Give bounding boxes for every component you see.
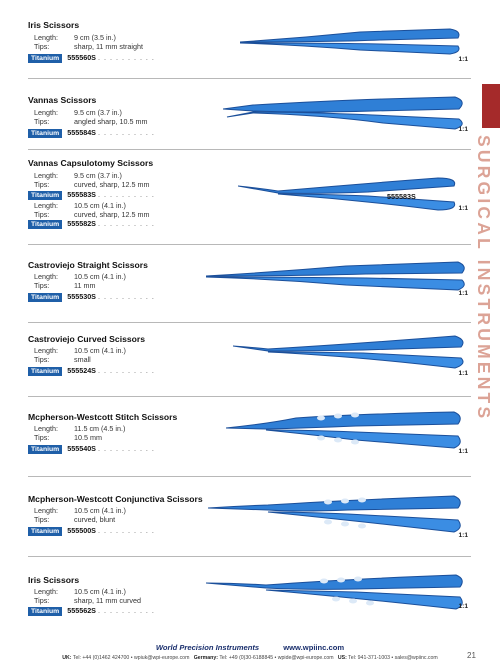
scale-label: 1:1 (458, 56, 468, 63)
spec-tips: Tips: 10.5 mm (34, 433, 102, 442)
section-divider (28, 78, 471, 79)
catalog-number: 555530S (67, 292, 96, 301)
catalog-number: 555583S (67, 190, 96, 199)
spec-tips: Tips: curved, sharp, 12.5 mm (34, 180, 150, 189)
spec-length: Length: 9.5 cm (3.7 in.) (34, 108, 122, 117)
product-vannas-capsulotomy-scissors (28, 158, 468, 240)
material-badge: Titanium (28, 129, 62, 138)
section-divider (28, 396, 471, 397)
material-badge: Titanium (28, 220, 62, 229)
scissors-image (208, 490, 466, 542)
spec-length: Length: 10.5 cm (4.1 in.) (34, 272, 126, 281)
catalog-line: Titanium 555500S . . . . . . . . . . (28, 526, 155, 536)
contact-uk: Tel: +44 (0)1462 424700 • wpiuk@wpi-europe.com (72, 655, 190, 661)
spec-length: Length: 11.5 cm (4.5 in.) (34, 424, 126, 433)
material-badge: Titanium (28, 367, 62, 376)
spec-length: Length: 10.5 cm (4.1 in.) (34, 346, 126, 355)
catalog-number: 555540S (67, 444, 96, 453)
product-title: Mcpherson-Westcott Stitch Scissors (28, 412, 178, 422)
product-title: Castroviejo Curved Scissors (28, 334, 146, 344)
catalog-number: 555560S (67, 53, 96, 62)
spec-length: Length: 10.5 cm (4.1 in.) (34, 201, 126, 210)
material-badge: Titanium (28, 54, 62, 63)
product-title: Iris Scissors (28, 20, 80, 30)
footer-brand-line (0, 643, 500, 652)
scissors-image (240, 22, 465, 62)
contact-germany: Tel: +49 (0)30-6188845 • wpide@wpi-europe.com (219, 655, 334, 661)
catalog-number: 555562S (67, 606, 96, 615)
spec-tips: Tips: angled sharp, 10.5 mm (34, 117, 148, 126)
section-divider (28, 476, 471, 477)
scissors-image (226, 404, 466, 456)
material-badge: Titanium (28, 445, 62, 454)
product-iris-scissors-straight (28, 20, 468, 70)
catalog-number: 555524S (67, 366, 96, 375)
scale-label: 1:1 (458, 370, 468, 377)
scale-label: 1:1 (458, 290, 468, 297)
section-divider (28, 556, 471, 557)
product-title: Vannas Capsulotomy Scissors (28, 158, 154, 168)
product-title: Vannas Scissors (28, 95, 97, 105)
catalog-number: 555584S (67, 128, 96, 137)
material-badge: Titanium (28, 191, 62, 200)
catalog-line: Titanium 555583S . . . . . . . . . . (28, 190, 155, 200)
scissors-image (206, 569, 468, 617)
scissors-image (223, 91, 468, 137)
spec-tips: Tips: curved, blunt (34, 515, 116, 524)
image-callout: 555583S (387, 192, 416, 201)
catalog-line: Titanium 555560S . . . . . . . . . . (28, 53, 155, 63)
product-mcpherson-westcott-stitch-scissors (28, 412, 468, 468)
product-mcpherson-westcott-conjunctiva-scissors (28, 494, 468, 550)
scissors-image (206, 256, 468, 296)
spec-tips: Tips: small (34, 355, 91, 364)
catalog-number: 555500S (67, 526, 96, 535)
section-divider (28, 149, 471, 150)
material-badge: Titanium (28, 527, 62, 536)
website-link[interactable]: www.wpiinc.com (283, 643, 345, 652)
catalog-line: Titanium 555530S . . . . . . . . . . (28, 292, 155, 302)
catalog-line: Titanium 555584S . . . . . . . . . . (28, 128, 155, 138)
spec-tips: Tips: sharp, 11 mm curved (34, 596, 141, 605)
spec-length: Length: 10.5 cm (4.1 in.) (34, 506, 126, 515)
spec-length: Length: 9.5 cm (3.7 in.) (34, 171, 122, 180)
product-title: Iris Scissors (28, 575, 80, 585)
scissors-image (233, 330, 468, 374)
product-castroviejo-curved-scissors (28, 334, 468, 384)
spec-length: Length: 9 cm (3.5 in.) (34, 33, 116, 42)
material-badge: Titanium (28, 293, 62, 302)
scale-label: 1:1 (458, 603, 468, 610)
catalog-line: Titanium 555540S . . . . . . . . . . (28, 444, 155, 454)
product-iris-scissors-curved (28, 575, 468, 631)
scissors-image (238, 172, 468, 216)
scale-label: 1:1 (458, 448, 468, 455)
product-vannas-scissors (28, 95, 468, 145)
spec-tips: Tips: curved, sharp, 12.5 mm (34, 210, 150, 219)
section-divider (28, 322, 471, 323)
scale-label: 1:1 (458, 126, 468, 133)
spec-length: Length: 10.5 cm (4.1 in.) (34, 587, 126, 596)
product-title: Mcpherson-Westcott Conjunctiva Scissors (28, 494, 203, 504)
product-castroviejo-straight-scissors (28, 260, 468, 310)
spec-tips: Tips: 11 mm (34, 281, 96, 290)
side-tab-label: SURGICAL INSTRUMENTS (474, 135, 494, 422)
spec-tips: Tips: sharp, 11 mm straight (34, 42, 143, 51)
product-title: Castroviejo Straight Scissors (28, 260, 148, 270)
scale-label: 1:1 (458, 532, 468, 539)
contact-us: Tel: 941-371-1003 • sales@wpiinc.com (348, 655, 438, 661)
side-tab-marker (482, 84, 500, 128)
catalog-line: Titanium 555562S . . . . . . . . . . (28, 606, 155, 616)
brand-name: World Precision Instruments (155, 643, 260, 652)
scale-label: 1:1 (458, 205, 468, 212)
catalog-line: Titanium 555582S . . . . . . . . . . (28, 219, 155, 229)
material-badge: Titanium (28, 607, 62, 616)
catalog-number: 555582S (67, 219, 96, 228)
catalog-line: Titanium 555524S . . . . . . . . . . (28, 366, 155, 376)
footer-contacts: UK: Tel: +44 (0)1462 424700 • wpiuk@wpi-europe.com Germany: Tel: +49 (0)30-6188845 • wpide@wpi-europe.com US: Tel: 941-371-1003 • sales@wpiinc.com (62, 655, 438, 661)
section-divider (28, 244, 471, 245)
page-number: 21 (467, 651, 476, 660)
